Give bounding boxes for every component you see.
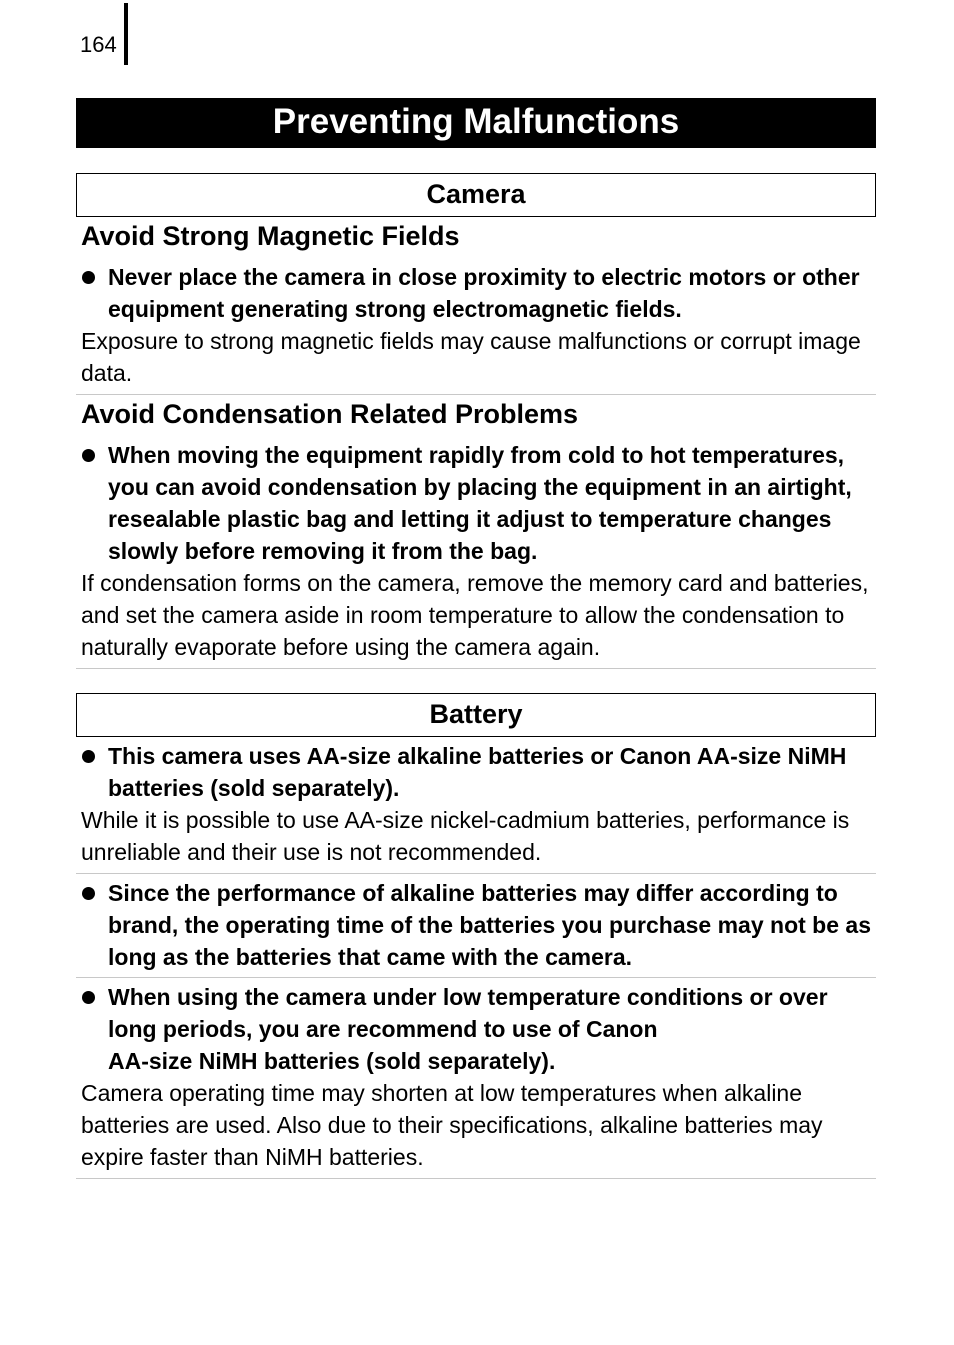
page-number-rule xyxy=(124,3,128,65)
divider xyxy=(76,873,876,874)
bullet-text-line2: AA-size NiMH batteries (sold separately). xyxy=(108,1048,556,1074)
bullet-dot-icon xyxy=(82,991,95,1004)
bullet-text-line1: When using the camera under low temperature conditions or over long periods, you are recommend to use of Canon xyxy=(108,984,828,1042)
bullet-condensation xyxy=(76,439,876,567)
section-header-battery: Battery xyxy=(76,693,876,737)
divider xyxy=(76,977,876,978)
page-number: 164 xyxy=(80,32,117,57)
bullet-battery-types xyxy=(76,740,876,804)
heading-magnetic-fields: Avoid Strong Magnetic Fields xyxy=(81,221,460,251)
note-magnetic-fields: Exposure to strong magnetic fields may cause malfunctions or corrupt image data. xyxy=(81,328,861,386)
bullet-text: This camera uses AA-size alkaline batteries or Canon AA-size NiMH batteries (sold separately). xyxy=(108,743,847,801)
page-content xyxy=(76,98,876,1179)
bullet-magnetic-fields xyxy=(76,261,876,325)
bullet-dot-icon xyxy=(82,887,95,900)
bullet-text: When moving the equipment rapidly from cold to hot temperatures, you can avoid condensation by placing the equipment in an airtight, resealable plastic bag and letting it adjust to temperature changes slowly before removing it from the bag. xyxy=(108,442,852,564)
page-title: Preventing Malfunctions xyxy=(76,98,876,148)
divider xyxy=(76,1178,876,1179)
bullet-alkaline-performance xyxy=(76,877,876,973)
bullet-dot-icon xyxy=(82,271,95,284)
bullet-dot-icon xyxy=(82,750,95,763)
section-header-camera: Camera xyxy=(76,173,876,217)
bullet-low-temperature xyxy=(76,981,876,1077)
bullet-dot-icon xyxy=(82,449,95,462)
note-low-temperature: Camera operating time may shorten at low temperatures when alkaline batteries are used. Also due to their specifications, alkaline batteries may expire faster than NiMH batteries. xyxy=(81,1080,823,1170)
divider xyxy=(76,668,876,669)
note-condensation: If condensation forms on the camera, remove the memory card and batteries, and set the camera aside in room temperature to allow the condensation to naturally evaporate before using the camera again. xyxy=(81,570,869,660)
divider xyxy=(76,394,876,395)
heading-condensation: Avoid Condensation Related Problems xyxy=(81,399,579,429)
note-battery-types: While it is possible to use AA-size nickel-cadmium batteries, performance is unreliable and their use is not recommended. xyxy=(81,807,850,865)
bullet-text: Never place the camera in close proximity to electric motors or other equipment generating strong electromagnetic fields. xyxy=(108,264,860,322)
bullet-text: Since the performance of alkaline batteries may differ according to brand, the operating time of the batteries you purchase may not be as long as the batteries that came with the camera. xyxy=(108,880,871,970)
